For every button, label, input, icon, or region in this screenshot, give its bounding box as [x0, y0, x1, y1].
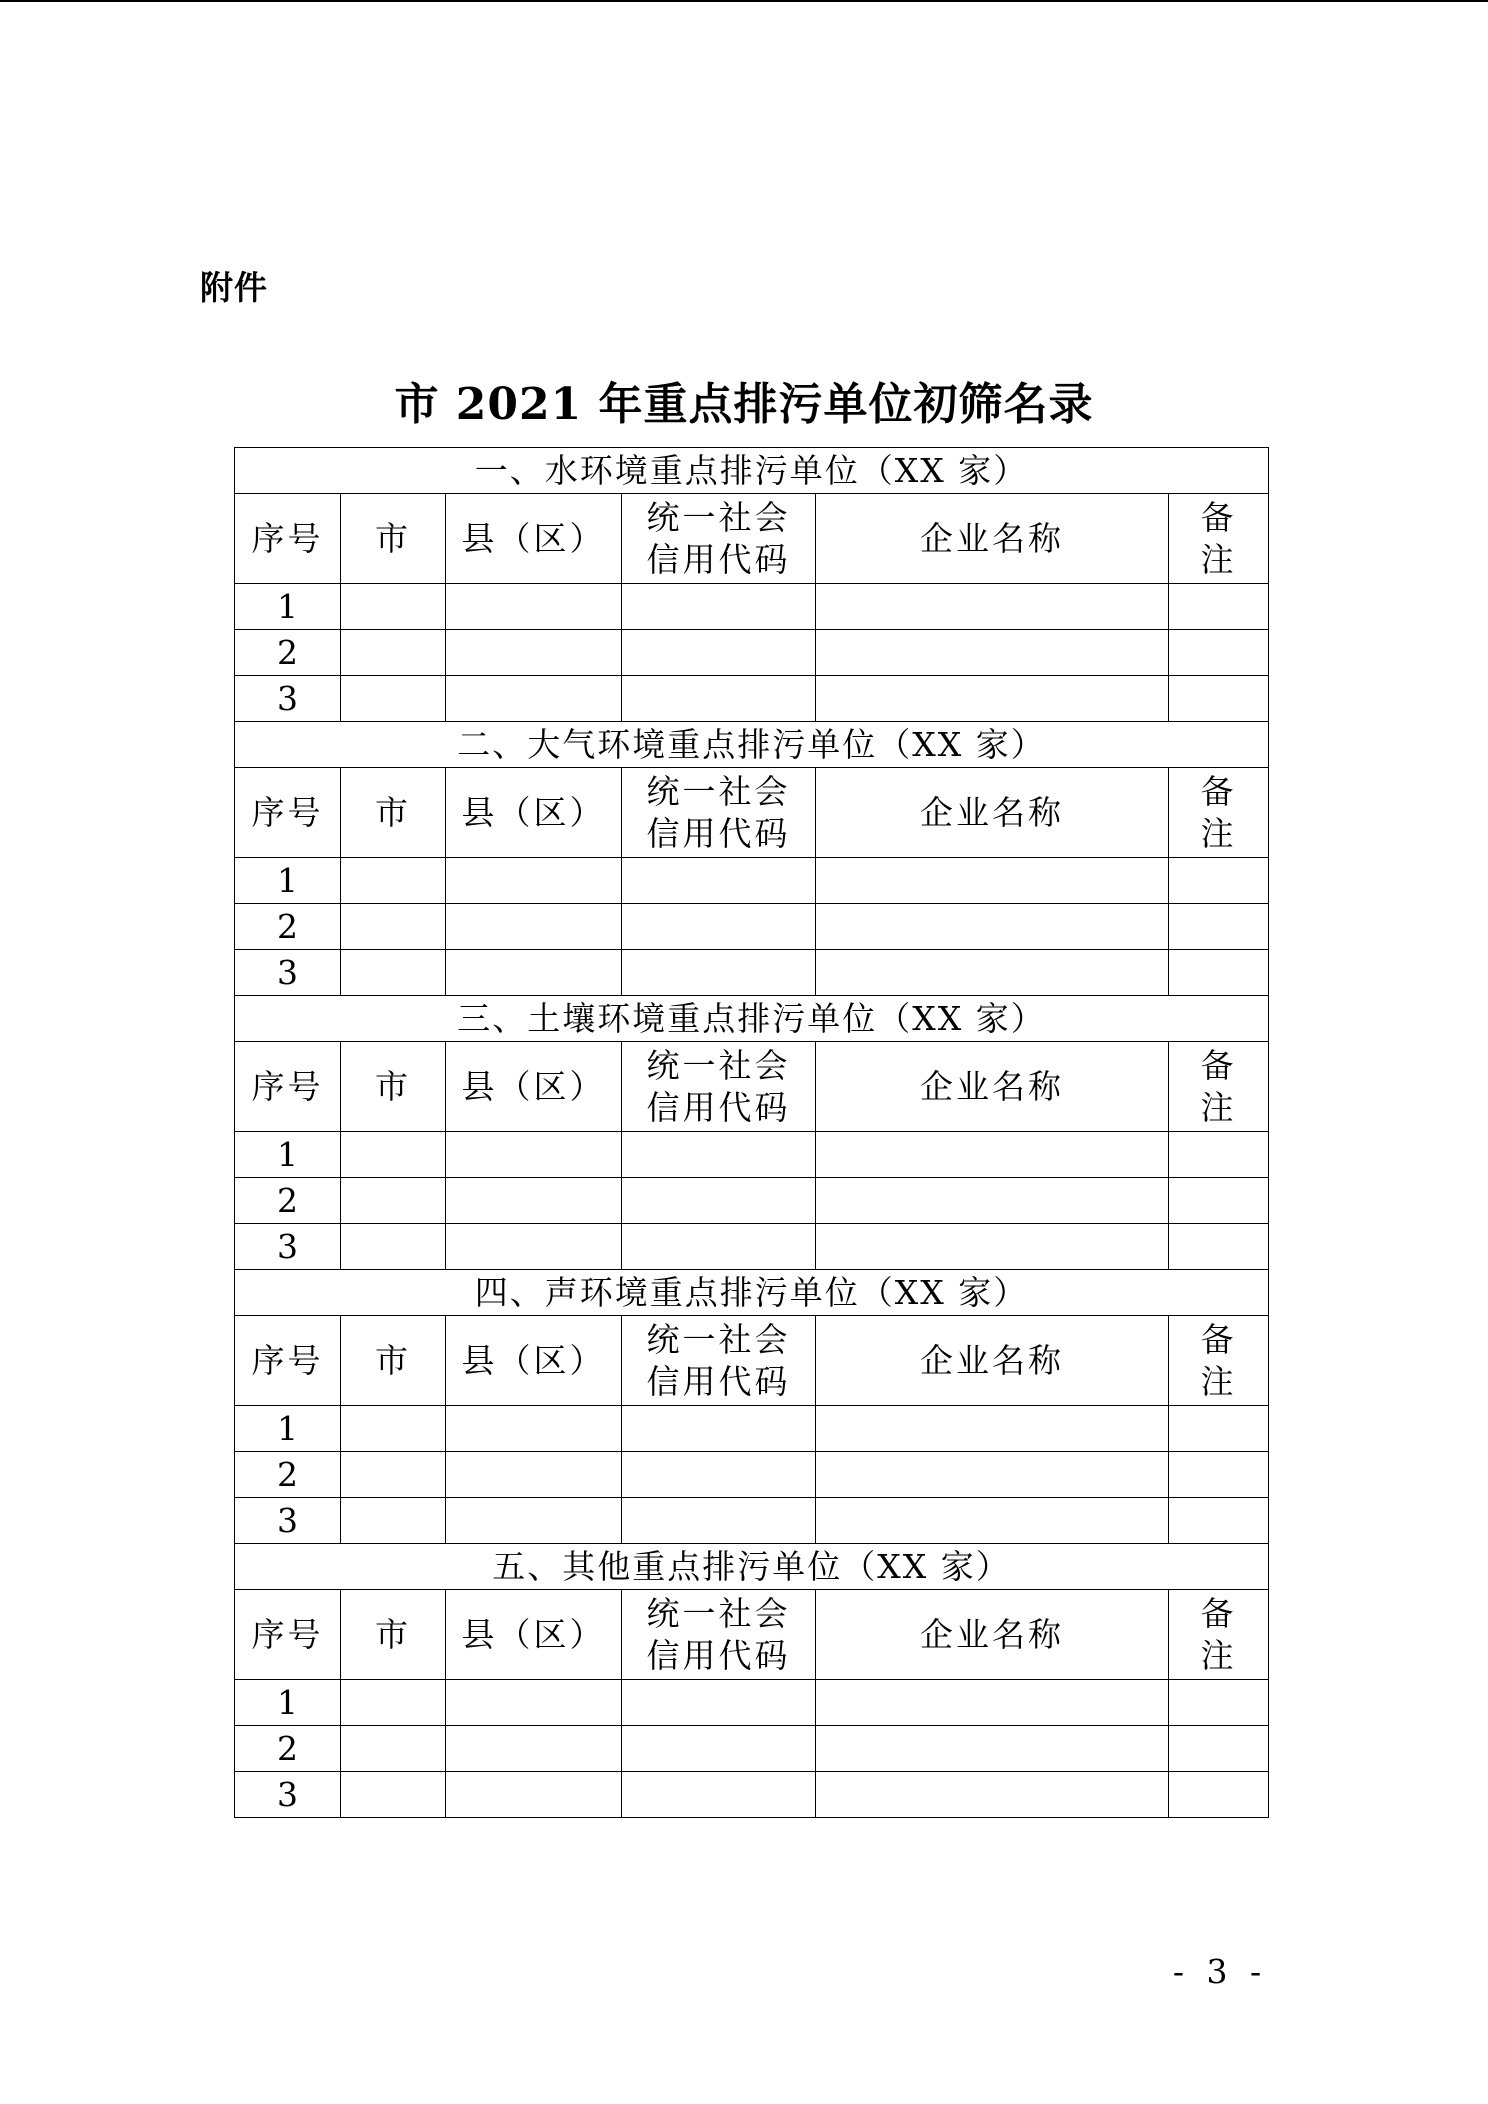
- cell-county: [446, 1132, 622, 1178]
- cell-credit-code: [622, 1178, 816, 1224]
- header-line: 注: [1200, 813, 1237, 853]
- page-number: - 3 -: [1172, 1952, 1268, 1991]
- header-index: 序号: [235, 494, 341, 584]
- cell-county: [446, 1178, 622, 1224]
- pollutant-units-table: [234, 447, 1269, 1818]
- cell-city: [341, 1406, 446, 1452]
- table-row: [235, 1680, 1269, 1726]
- cell-company-name: [816, 950, 1169, 996]
- header-line: 注: [1200, 539, 1237, 579]
- cell-index: 3: [235, 1772, 341, 1818]
- section-title-row: [235, 1544, 1269, 1590]
- header-index: 序号: [235, 1316, 341, 1406]
- table-row: [235, 1224, 1269, 1270]
- cell-credit-code: [622, 1680, 816, 1726]
- header-credit-code: [622, 1042, 816, 1132]
- cell-city: [341, 904, 446, 950]
- header-remark: [1169, 494, 1269, 584]
- column-header-row: [235, 1042, 1269, 1132]
- cell-credit-code: [622, 1772, 816, 1818]
- table-row: [235, 584, 1269, 630]
- cell-county: [446, 858, 622, 904]
- header-city: 市: [341, 494, 446, 584]
- cell-remark: [1169, 1772, 1269, 1818]
- cell-remark: [1169, 1452, 1269, 1498]
- cell-remark: [1169, 1406, 1269, 1452]
- cell-city: [341, 1178, 446, 1224]
- cell-county: [446, 1224, 622, 1270]
- cell-index: 3: [235, 1224, 341, 1270]
- table-row: [235, 904, 1269, 950]
- header-county: 县（区）: [446, 494, 622, 584]
- cell-index: 3: [235, 1498, 341, 1544]
- header-remark: [1169, 1316, 1269, 1406]
- header-credit-code: [622, 494, 816, 584]
- cell-county: [446, 1680, 622, 1726]
- table-row: [235, 1132, 1269, 1178]
- cell-company-name: [816, 1132, 1169, 1178]
- cell-company-name: [816, 1498, 1169, 1544]
- section-title-row: [235, 448, 1269, 494]
- cell-company-name: [816, 904, 1169, 950]
- cell-county: [446, 1452, 622, 1498]
- header-line: 统一社会: [646, 1593, 791, 1633]
- cell-county: [446, 630, 622, 676]
- header-line: 备: [1200, 497, 1237, 537]
- cell-index: 1: [235, 1680, 341, 1726]
- cell-county: [446, 584, 622, 630]
- cell-credit-code: [622, 1406, 816, 1452]
- section-title-row: [235, 722, 1269, 768]
- section-title: 一、水环境重点排污单位（XX 家）: [235, 448, 1269, 494]
- cell-company-name: [816, 1224, 1169, 1270]
- header-line: 信用代码: [646, 1361, 791, 1401]
- cell-credit-code: [622, 1452, 816, 1498]
- cell-city: [341, 1132, 446, 1178]
- cell-remark: [1169, 1680, 1269, 1726]
- header-city: 市: [341, 768, 446, 858]
- header-line: 统一社会: [646, 1319, 791, 1359]
- table-row: [235, 1178, 1269, 1224]
- cell-city: [341, 1224, 446, 1270]
- cell-credit-code: [622, 1224, 816, 1270]
- column-header-row: [235, 1590, 1269, 1680]
- header-remark: [1169, 768, 1269, 858]
- header-company-name: 企业名称: [816, 1316, 1169, 1406]
- header-line: 统一社会: [646, 497, 791, 537]
- header-line: 统一社会: [646, 1045, 791, 1085]
- cell-index: 2: [235, 1452, 341, 1498]
- table-row: [235, 950, 1269, 996]
- cell-company-name: [816, 1772, 1169, 1818]
- cell-city: [341, 1772, 446, 1818]
- section-title: 五、其他重点排污单位（XX 家）: [235, 1544, 1269, 1590]
- cell-remark: [1169, 1224, 1269, 1270]
- cell-city: [341, 630, 446, 676]
- cell-county: [446, 1772, 622, 1818]
- header-city: 市: [341, 1590, 446, 1680]
- cell-county: [446, 1406, 622, 1452]
- section-title: 四、声环境重点排污单位（XX 家）: [235, 1270, 1269, 1316]
- cell-company-name: [816, 1726, 1169, 1772]
- cell-remark: [1169, 630, 1269, 676]
- header-line: 信用代码: [646, 813, 791, 853]
- cell-company-name: [816, 676, 1169, 722]
- table-row: [235, 1498, 1269, 1544]
- cell-credit-code: [622, 584, 816, 630]
- cell-city: [341, 584, 446, 630]
- cell-index: 1: [235, 1132, 341, 1178]
- header-company-name: 企业名称: [816, 1042, 1169, 1132]
- cell-county: [446, 1498, 622, 1544]
- cell-county: [446, 676, 622, 722]
- header-city: 市: [341, 1316, 446, 1406]
- cell-remark: [1169, 584, 1269, 630]
- cell-county: [446, 904, 622, 950]
- cell-remark: [1169, 1726, 1269, 1772]
- cell-index: 3: [235, 950, 341, 996]
- header-county: 县（区）: [446, 1590, 622, 1680]
- cell-company-name: [816, 584, 1169, 630]
- header-line: 备: [1200, 1319, 1237, 1359]
- header-credit-code: [622, 1316, 816, 1406]
- header-county: 县（区）: [446, 1316, 622, 1406]
- cell-remark: [1169, 1132, 1269, 1178]
- cell-remark: [1169, 1178, 1269, 1224]
- header-remark: [1169, 1042, 1269, 1132]
- header-remark: [1169, 1590, 1269, 1680]
- cell-index: 2: [235, 904, 341, 950]
- header-line: 备: [1200, 771, 1237, 811]
- table-row: [235, 1726, 1269, 1772]
- header-line: 统一社会: [646, 771, 791, 811]
- top-border-rule: [0, 0, 1488, 2]
- cell-city: [341, 1726, 446, 1772]
- header-line: 信用代码: [646, 539, 791, 579]
- cell-remark: [1169, 858, 1269, 904]
- cell-remark: [1169, 950, 1269, 996]
- header-credit-code: [622, 768, 816, 858]
- table-row: [235, 858, 1269, 904]
- cell-index: 1: [235, 584, 341, 630]
- header-index: 序号: [235, 1042, 341, 1132]
- attachment-label: 附件: [200, 268, 268, 307]
- cell-city: [341, 858, 446, 904]
- cell-index: 1: [235, 1406, 341, 1452]
- table-row: [235, 630, 1269, 676]
- cell-company-name: [816, 858, 1169, 904]
- table-body: [235, 448, 1269, 1818]
- header-line: 注: [1200, 1087, 1237, 1127]
- table-row: [235, 1406, 1269, 1452]
- table-row: [235, 1452, 1269, 1498]
- header-credit-code: [622, 1590, 816, 1680]
- document-title: 市 2021 年重点排污单位初筛名录: [394, 379, 1094, 430]
- table-row: [235, 1772, 1269, 1818]
- cell-company-name: [816, 1680, 1169, 1726]
- cell-credit-code: [622, 858, 816, 904]
- header-line: 备: [1200, 1045, 1237, 1085]
- cell-credit-code: [622, 676, 816, 722]
- header-index: 序号: [235, 1590, 341, 1680]
- header-company-name: 企业名称: [816, 494, 1169, 584]
- cell-remark: [1169, 904, 1269, 950]
- cell-county: [446, 950, 622, 996]
- column-header-row: [235, 1316, 1269, 1406]
- cell-company-name: [816, 1178, 1169, 1224]
- cell-city: [341, 676, 446, 722]
- cell-city: [341, 1452, 446, 1498]
- header-county: 县（区）: [446, 1042, 622, 1132]
- section-title-row: [235, 1270, 1269, 1316]
- cell-city: [341, 1680, 446, 1726]
- column-header-row: [235, 494, 1269, 584]
- header-company-name: 企业名称: [816, 768, 1169, 858]
- header-city: 市: [341, 1042, 446, 1132]
- column-header-row: [235, 768, 1269, 858]
- cell-credit-code: [622, 904, 816, 950]
- header-line: 注: [1200, 1635, 1237, 1675]
- cell-index: 2: [235, 1178, 341, 1224]
- cell-remark: [1169, 676, 1269, 722]
- header-line: 信用代码: [646, 1635, 791, 1675]
- cell-city: [341, 1498, 446, 1544]
- header-line: 信用代码: [646, 1087, 791, 1127]
- header-line: 注: [1200, 1361, 1237, 1401]
- cell-index: 2: [235, 1726, 341, 1772]
- cell-credit-code: [622, 950, 816, 996]
- cell-company-name: [816, 1452, 1169, 1498]
- header-index: 序号: [235, 768, 341, 858]
- cell-company-name: [816, 630, 1169, 676]
- cell-remark: [1169, 1498, 1269, 1544]
- table-row: [235, 676, 1269, 722]
- cell-city: [341, 950, 446, 996]
- header-company-name: 企业名称: [816, 1590, 1169, 1680]
- cell-index: 2: [235, 630, 341, 676]
- cell-county: [446, 1726, 622, 1772]
- section-title-row: [235, 996, 1269, 1042]
- section-title: 三、土壤环境重点排污单位（XX 家）: [235, 996, 1269, 1042]
- header-county: 县（区）: [446, 768, 622, 858]
- cell-credit-code: [622, 1132, 816, 1178]
- cell-credit-code: [622, 630, 816, 676]
- cell-credit-code: [622, 1726, 816, 1772]
- cell-credit-code: [622, 1498, 816, 1544]
- cell-index: 1: [235, 858, 341, 904]
- cell-company-name: [816, 1406, 1169, 1452]
- header-line: 备: [1200, 1593, 1237, 1633]
- cell-index: 3: [235, 676, 341, 722]
- section-title: 二、大气环境重点排污单位（XX 家）: [235, 722, 1269, 768]
